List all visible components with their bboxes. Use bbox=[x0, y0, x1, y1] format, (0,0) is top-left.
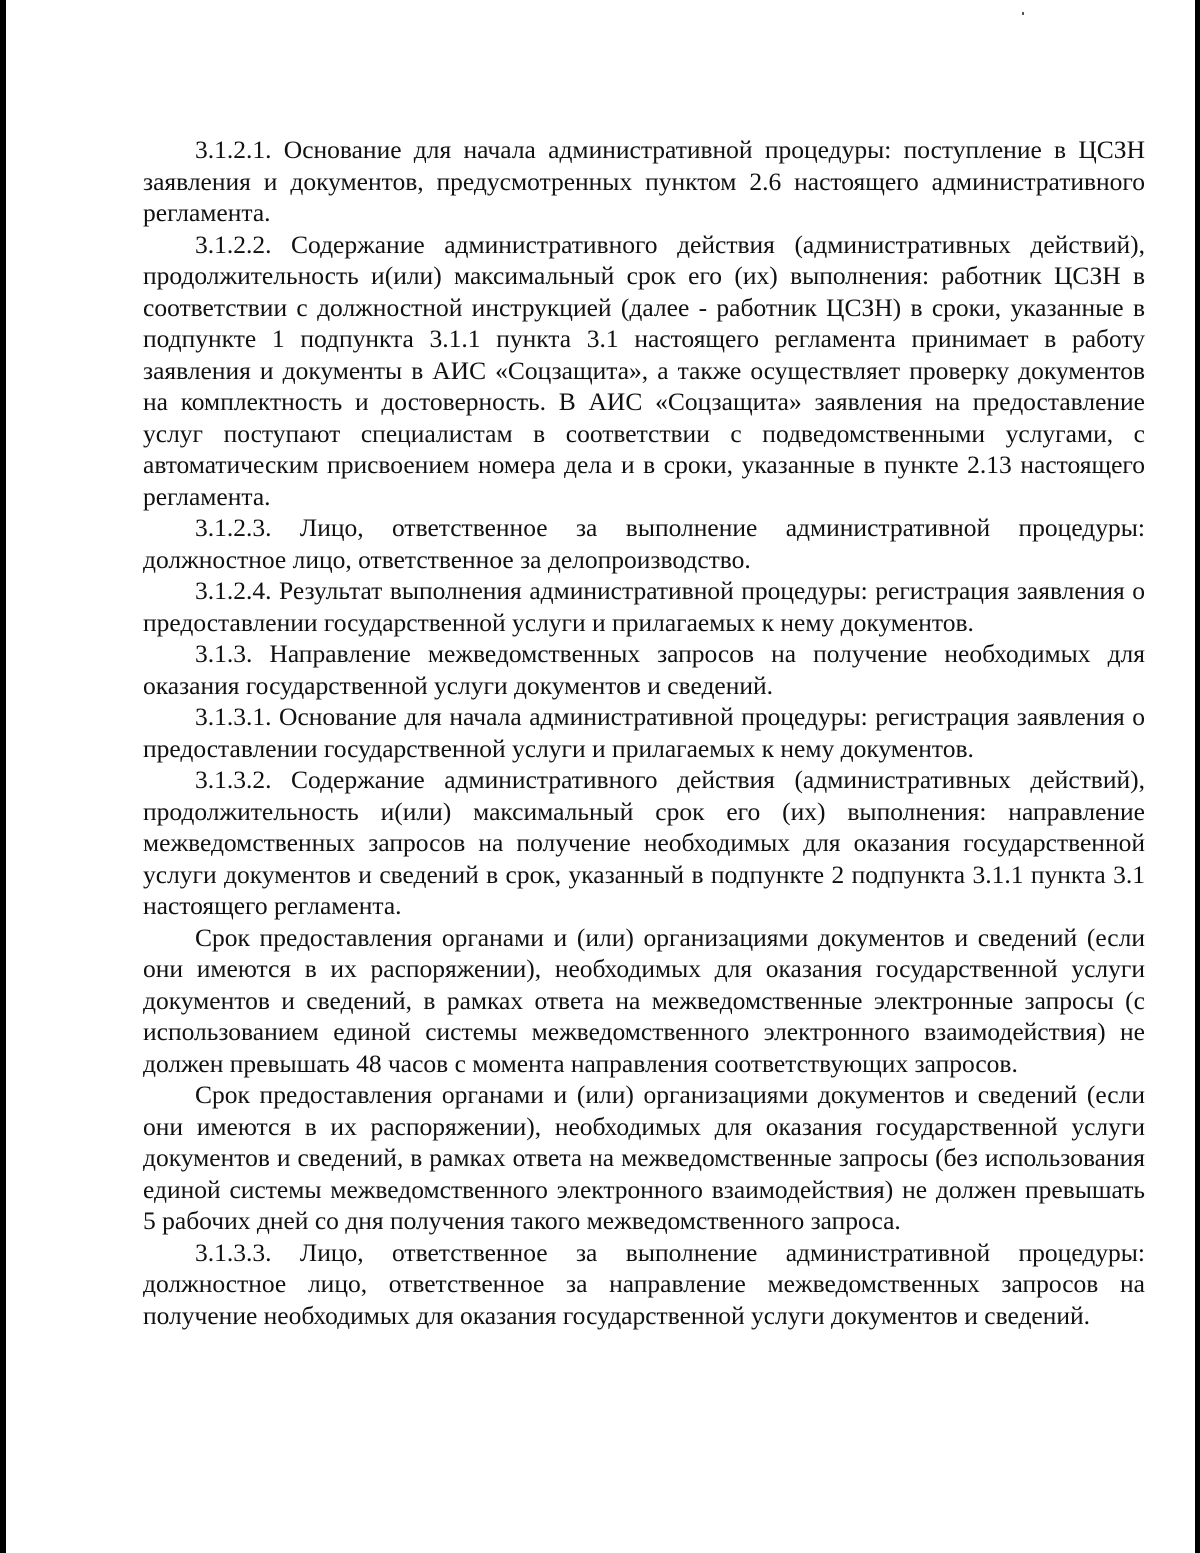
document-body bbox=[143, 134, 1145, 1331]
paragraph-3-1-2-3: 3.1.2.3. Лицо, ответственное за выполнение административной процедуры: должностное лицо, ответственное за делопроизводство. bbox=[143, 513, 1145, 574]
paragraph-3-1-2-1: 3.1.2.1. Основание для начала административной процедуры: поступление в ЦСЗН заявления и документов, предусмотренных пунктом 2.6 настоящего административного регламента. bbox=[143, 135, 1145, 227]
paragraph-3-1-3-2: 3.1.3.2. Содержание административного действия (административных действий), продолжительность и(или) максимальный срок его (их) выполнения: направление межведомственных запросов на получение необходимых для оказания государственной услуги документов и сведений в срок, указанный в подпункте 2 подпункта 3.1.1 пункта 3.1 настоящего регламента. bbox=[143, 765, 1145, 920]
paragraph-3-1-3-3: 3.1.3.3. Лицо, ответственное за выполнение административной процедуры: должностное лицо, ответственное за направление межведомственных запросов на получение необходимых для оказания государственной услуги документов и сведений. bbox=[143, 1237, 1145, 1330]
paragraph-3-1-3-1: 3.1.3.1. Основание для начала административной процедуры: регистрация заявления о предоставлении государственной услуги и прилагаемых к нему документов. bbox=[143, 702, 1145, 763]
paragraph-3-1-3: 3.1.3. Направление межведомственных запросов на получение необходимых для оказания государственной услуги документов и сведений. bbox=[143, 639, 1145, 700]
paragraph-electronic-requests-deadline: Срок предоставления органами и (или) организациями документов и сведений (если они имеются в их распоряжении), необходимых для оказания государственной услуги документов и сведений, в рамках ответа на межведомственные электронные запросы (с использованием единой системы межведомственного электронного взаимодействия) не должен превышать 48 часов с момента направления соответствующих запросов. bbox=[143, 922, 1145, 1078]
scan-speck bbox=[1022, 12, 1024, 15]
paragraph-3-1-2-2: 3.1.2.2. Содержание административного действия (административных действий), продолжительность и(или) максимальный срок его (их) выполнения: работник ЦСЗН в соответствии с должностной инструкцией (далее - работник ЦСЗН) в сроки, указанные в подпункте 1 подпункта 3.1.1 пункта 3.1 настоящего регламента принимает в работу заявления и документы в АИС «Соцзащита», а также осуществляет проверку документов на комплектность и достоверность. В АИС «Соцзащита» заявления на предоставление услуг поступают специалистам в соответствии с подведомственными услугами, с автоматическим присвоением номера дела и в сроки, указанные в пункте 2.13 настоящего регламента. bbox=[143, 229, 1145, 511]
scan-border-right bbox=[1195, 0, 1200, 1553]
scan-border-left bbox=[0, 0, 6, 1553]
paragraph-non-electronic-requests-deadline: Срок предоставления органами и (или) организациями документов и сведений (если они имеются в их распоряжении), необходимых для оказания государственной услуги документов и сведений, в рамках ответа на межведомственные запросы (без использования единой системы межведомственного электронного взаимодействия) не должен превышать 5 рабочих дней со дня получения такого межведомственного запроса. bbox=[143, 1080, 1145, 1235]
paragraph-3-1-2-4: 3.1.2.4. Результат выполнения административной процедуры: регистрация заявления о предоставлении государственной услуги и прилагаемых к нему документов. bbox=[143, 576, 1145, 637]
